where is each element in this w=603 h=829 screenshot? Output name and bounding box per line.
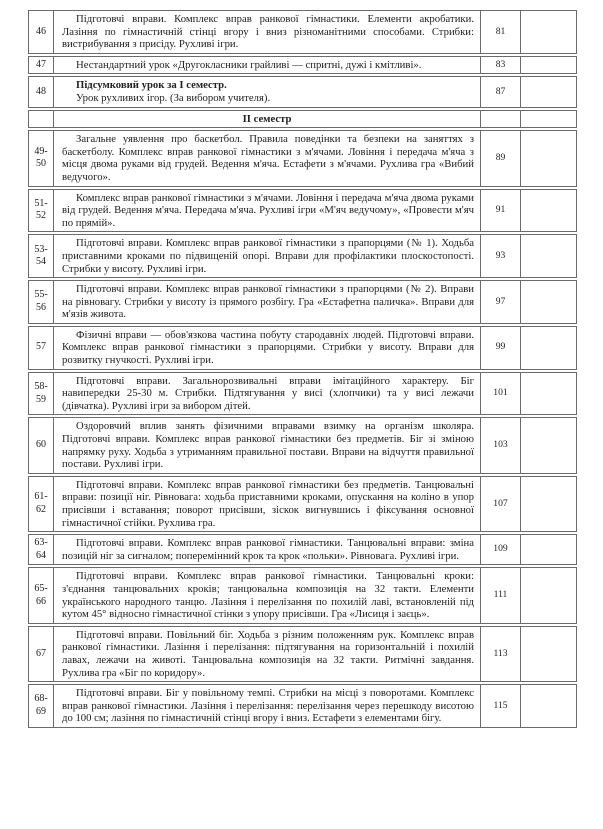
lesson-plan-page [28, 8, 577, 730]
lesson-number: 68-69 [28, 684, 54, 728]
notes-cell [521, 567, 577, 623]
page-number: 89 [481, 130, 521, 186]
notes-cell [521, 372, 577, 416]
lesson-number: 67 [28, 626, 54, 682]
page-number: 101 [481, 372, 521, 416]
lesson-number: 63-64 [28, 534, 54, 565]
lesson-text: Підготовчі вправи. Біг у повільному темпі. Стрибки на місці з поворотами. Комплекс вправ ранкової гімнастики. Лазіння і перелізання: перелізання через перешкоду висотою до 100 см; лазіння по гімнастичній стінці вгору і вниз. Естафети з елементами бігу. [62, 687, 474, 725]
lesson-number: 55-56 [28, 280, 54, 324]
lesson-text: Фізичні вправи — обов'язкова частина побуту стародавніх людей. Підготовчі вправи. Комплекс вправ ранкової гімнастики з прапорцями. Стрибки у висоту. Вправи для розвитку гнучкості. Рухливі ігри. [62, 328, 474, 367]
notes-cell [521, 326, 577, 370]
notes-cell [521, 280, 577, 324]
table-row [28, 626, 577, 682]
semester-row [28, 110, 577, 129]
lesson-description [54, 534, 481, 565]
page-number: 93 [481, 234, 521, 278]
lesson-number: 51-52 [28, 189, 54, 233]
lesson-description [54, 372, 481, 416]
lesson-text: Комплекс вправ ранкової гімнастики з м'ячами. Ловіння і передача м'яча двома руками від грудей. Ведення м'яча. Передача м'яча. Рухливі ігри «М'яч ведучому», «Провести м'яч по прямій». [62, 191, 474, 229]
notes-cell [521, 189, 577, 233]
lesson-plan-body [28, 10, 577, 728]
lesson-number: 58-59 [28, 372, 54, 416]
lesson-description [54, 56, 481, 75]
table-row [28, 534, 577, 565]
page-number: 83 [481, 56, 521, 75]
notes-cell [521, 56, 577, 75]
lesson-description [54, 326, 481, 370]
lesson-number: 48 [28, 76, 54, 107]
page-number: 99 [481, 326, 521, 370]
semester-empty-cell [521, 110, 577, 129]
table-row [28, 476, 577, 532]
lesson-description [54, 10, 481, 54]
table-row [28, 189, 577, 233]
page-number: 87 [481, 76, 521, 107]
page-number: 81 [481, 10, 521, 54]
lesson-description [54, 684, 481, 728]
lesson-text: Оздоровчий вплив занять фізичними вправами взимку на організм школяра. Підготовчі вправи. Комплекс вправ ранкової гімнастики без предметів. Біг зі зміною напрямку руху. Ходьба з утриманням правильної постави. Вправи на відчуття правильної постави. Рухливі ігри. [62, 420, 474, 471]
table-row [28, 417, 577, 473]
notes-cell [521, 684, 577, 728]
table-row [28, 10, 577, 54]
notes-cell [521, 534, 577, 565]
lesson-text: Підготовчі вправи. Загальнорозвивальні вправи імітаційного характеру. Біг навипередки 25-30 м. Стрибки. Підтягування у висі (хлопчики) та у висі лежачи (дівчатка). Рухливі ігри за вибором дітей. [62, 374, 474, 412]
table-row [28, 234, 577, 278]
page-number: 111 [481, 567, 521, 623]
page-number: 97 [481, 280, 521, 324]
lesson-number: 60 [28, 417, 54, 473]
page-number: 103 [481, 417, 521, 473]
lesson-description [54, 567, 481, 623]
semester-empty-cell [481, 110, 521, 129]
lesson-plan-table [28, 8, 577, 730]
table-row [28, 372, 577, 416]
notes-cell [521, 234, 577, 278]
lesson-description [54, 189, 481, 233]
semester-heading: II семестр [54, 110, 481, 129]
lesson-number: 53-54 [28, 234, 54, 278]
table-row [28, 76, 577, 107]
page-number: 109 [481, 534, 521, 565]
lesson-number: 65-66 [28, 567, 54, 623]
lesson-description [54, 476, 481, 532]
lesson-text: Підготовчі вправи. Комплекс вправ ранкової гімнастики з прапорцями (№ 2). Вправи на рівновагу. Стрибки у висоту із прямого розбігу. Гра «Естафетна паличка». Вправи для м'язів живота. [62, 283, 474, 321]
notes-cell [521, 10, 577, 54]
lesson-text: Нестандартний урок «Другокласники грайливі — спритні, дужі і кмітливі». [76, 58, 422, 71]
notes-cell [521, 417, 577, 473]
notes-cell [521, 76, 577, 107]
page-number: 113 [481, 626, 521, 682]
lesson-text: Підготовчі вправи. Комплекс вправ ранкової гімнастики. Елементи акробатики. Лазіння по гімнастичній стінці вгору і вниз різноманітними способами. Стрибки: вистрибування з присіду. Рухливі ігри. [62, 13, 474, 51]
table-row [28, 326, 577, 370]
table-row [28, 567, 577, 623]
notes-cell [521, 130, 577, 186]
table-row [28, 684, 577, 728]
lesson-text: Підготовчі вправи. Повільний біг. Ходьба з різним положенням рук. Комплекс вправ ранкової гімнастики. Лазіння і перелізання: підтягування на горизонтальній і похилій лавах, лежачи на животі. Танцювальна композиція на 32 такти. Ритмічні завдання. Рухлива гра «Біг по коридору». [62, 628, 474, 679]
lesson-text: Урок рухливих ігор. (За вибором учителя). [76, 91, 271, 104]
lesson-number: 46 [28, 10, 54, 54]
notes-cell [521, 626, 577, 682]
page-number: 91 [481, 189, 521, 233]
lesson-text: Підготовчі вправи. Комплекс вправ ранкової гімнастики. Танцювальні кроки: з'єднання танцювальних кроків; танцювальна композиція на 32 такти. Елементи українського народного танцю. Лазіння і перелізання по похилій лаві, встановленій під кутом 45° відносно гімнастичної стінки з упору присівши. Гра «Лисиця і заєць». [62, 570, 474, 621]
lesson-description [54, 280, 481, 324]
lesson-number: 57 [28, 326, 54, 370]
page-number: 115 [481, 684, 521, 728]
lesson-description [54, 130, 481, 186]
lesson-text: Підготовчі вправи. Комплекс вправ ранкової гімнастики. Танцювальні вправи: зміна позицій ніг за сигналом; поперемінний крок та крок «польки». Рівновага. Рухливі ігри. [62, 537, 474, 562]
lesson-text: Загальне уявлення про баскетбол. Правила поведінки та безпеки на заняттях з баскетболу. Комплекс вправ ранкової гімнастики з м'ячами. Ловіння і передача м'яча з місця двома руками від грудей. Ведення м'яча. Естафети з м'ячами. Рухлива гра «Вибий ведучого». [62, 133, 474, 183]
table-row [28, 280, 577, 324]
semester-empty-cell [28, 110, 54, 129]
lesson-number: 49-50 [28, 130, 54, 186]
lesson-text: Підготовчі вправи. Комплекс вправ ранкової гімнастики без предметів. Танцювальні вправи: позиції ніг. Рівновага: ходьба приставними кроками, опускання на коліно в упор присівши і вставання; поворот присівши, зіскок вигнувшись і фіксування основної гімнастичної стійки. Рухлива гра. [62, 478, 474, 529]
notes-cell [521, 476, 577, 532]
lesson-description [54, 417, 481, 473]
page-number: 107 [481, 476, 521, 532]
lesson-text: Підготовчі вправи. Комплекс вправ ранкової гімнастики з прапорцями (№ 1). Ходьба приставними кроками по підвищеній опорі. Вправи для профілактики плоскостопості. Стрибки у висоту. Рухливі ігри. [62, 237, 474, 275]
lesson-title: Підсумковий урок за I семестр. [76, 79, 227, 92]
table-row [28, 130, 577, 186]
table-row [28, 56, 577, 75]
lesson-number: 61-62 [28, 476, 54, 532]
lesson-number: 47 [28, 56, 54, 75]
lesson-description [54, 234, 481, 278]
lesson-description [54, 76, 481, 107]
lesson-description [54, 626, 481, 682]
